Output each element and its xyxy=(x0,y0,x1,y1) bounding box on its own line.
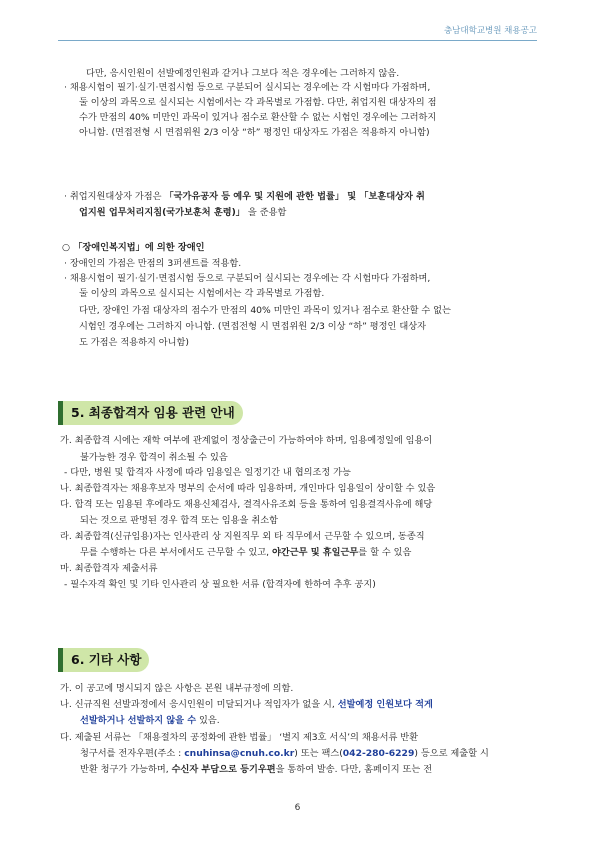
section-label: 5. 최종합격자 임용 관련 안내 xyxy=(63,401,243,425)
text-run: 청구서를 전자우편(주소 : xyxy=(80,748,185,759)
emphasis-text: 「국가유공자 등 예우 및 지원에 관한 법률」 및 「보훈대상자 취 xyxy=(164,191,425,202)
fax-number: 042-280-6229 xyxy=(342,748,415,759)
list-item: 다. 제출된 서류는 「채용절차의 공정화에 관한 법률」 ‘별지 제3호 서식’의 채용서류 반환 xyxy=(60,732,418,743)
body-line: 도 가점은 적용하지 아니함) xyxy=(79,337,189,348)
header-divider xyxy=(58,40,537,41)
text-run: 무를 수행하는 다른 부서에서도 근무할 수 있고, xyxy=(80,547,272,558)
sub-item: - 다만, 병원 및 합격자 사정에 따라 임용일은 일정기간 내 협의조정 가능 xyxy=(64,467,351,478)
body-line: 불가능한 경우 합격이 취소될 수 있음 xyxy=(80,452,228,463)
body-line: 아니함. (면접전형 시 면접위원 2/3 이상 “하” 평정인 대상자도 가점은 적용하지 아니함) xyxy=(79,127,430,138)
list-item xyxy=(60,698,433,711)
text-run: 있음. xyxy=(196,715,220,726)
body-line xyxy=(80,747,489,760)
text-run: 을 준용함 xyxy=(244,207,287,218)
body-line: 시험인 경우에는 그러하지 아니함. (면접전형 시 면접위원 2/3 이상 “하” 평정인 대상자 xyxy=(79,321,426,332)
emphasis-text: 수신자 부담으로 등기우편 xyxy=(171,764,276,775)
body-line: 수가 만점의 40% 미만인 과목이 있거나 점수로 환산할 수 없는 시험인 경우에는 그러하지 xyxy=(79,112,437,123)
text-run: · 취업지원대상자 가점은 xyxy=(64,191,165,202)
text-run: 을 통하여 발송. 다만, 홈페이지 또는 전 xyxy=(275,764,433,775)
text-run: ) 등으로 제출할 시 xyxy=(414,748,489,759)
sub-item: - 필수자격 확인 및 기타 인사관리 상 필요한 서류 (합격자에 한하여 추후 공지) xyxy=(64,579,376,590)
body-line xyxy=(80,546,411,559)
subheading: ○ 「장애인복지법」에 의한 장애인 xyxy=(62,242,205,253)
list-item: 가. 이 공고에 명시되지 않은 사항은 본원 내부규정에 의함. xyxy=(60,683,294,694)
text-run: 반환 청구가 가능하며, xyxy=(80,764,172,775)
section-heading-5 xyxy=(58,401,258,425)
list-item: 라. 최종합격(신규임용)자는 인사관리 상 지원직무 외 타 직무에서 근무할 수 있으며, 동종직 xyxy=(60,531,425,542)
section-label: 6. 기타 사항 xyxy=(63,648,149,672)
bullet-line: · 장애인의 가점은 만점의 3퍼센트를 적용함. xyxy=(64,258,242,269)
body-line: 둘 이상의 과목으로 실시되는 시험에서는 각 과목별로 가점함. 다만, 취업지원 대상자의 점 xyxy=(79,97,437,108)
emphasis-text: 업지원 업무처리지침(국가보훈처 훈령)」 xyxy=(79,207,245,218)
body-line: 둘 이상의 과목으로 실시되는 시험에서는 각 과목별로 가점함. xyxy=(79,288,325,299)
bullet-line: · 채용시험이 필기·실기·면접시험 등으로 구분되어 실시되는 경우에는 각 시험마다 가점하며, xyxy=(64,273,431,284)
highlight-text: 선발예정 인원보다 적게 xyxy=(337,699,433,710)
highlight-text: 선발하거나 선발하지 않을 수 xyxy=(80,715,197,726)
list-item: 가. 최종합격 시에는 재학 여부에 관계없이 정상출근이 가능하여야 하며, 임용예정일에 임용이 xyxy=(60,435,433,446)
page-number: 6 xyxy=(294,803,301,813)
body-line xyxy=(80,714,220,727)
emphasis-text: 야간근무 및 휴일근무 xyxy=(272,547,359,558)
list-item: 나. 최종합격자는 채용후보자 명부의 순서에 따라 임용하며, 개인마다 임용일이 상이할 수 있음 xyxy=(60,483,436,494)
body-line xyxy=(80,763,432,776)
bullet-line: · 채용시험이 필기·실기·면접시험 등으로 구분되어 실시되는 경우에는 각 시험마다 가점하며, xyxy=(64,82,431,93)
email-link[interactable]: cnuhinsa@cnuh.co.kr xyxy=(184,748,295,759)
body-line: 다만, 응시인원이 선발예정인원과 같거나 그보다 적은 경우에는 그러하지 않음. xyxy=(86,68,400,79)
body-line xyxy=(79,206,286,219)
body-line: 다만, 장애인 가점 대상자의 점수가 만점의 40% 미만인 과목이 있거나 점수로 환산할 수 없는 xyxy=(79,305,451,316)
list-item: 마. 최종합격자 제출서류 xyxy=(60,563,158,574)
body-line: 되는 것으로 판명된 경우 합격 또는 임용을 취소함 xyxy=(80,515,278,526)
section-heading-6 xyxy=(58,648,258,672)
text-run: 를 할 수 있음 xyxy=(358,547,412,558)
text-run: ) 또는 팩스( xyxy=(294,748,343,759)
bullet-line xyxy=(64,190,425,203)
text-run: 나. 신규직원 선발과정에서 응시인원이 미달되거나 적임자가 없을 시, xyxy=(60,699,338,710)
header-title: 충남대학교병원 채용공고 xyxy=(443,26,537,36)
list-item: 다. 합격 또는 임용된 후에라도 채용신체검사, 결격사유조회 등을 통하여 임용결격사유에 해당 xyxy=(60,499,433,510)
